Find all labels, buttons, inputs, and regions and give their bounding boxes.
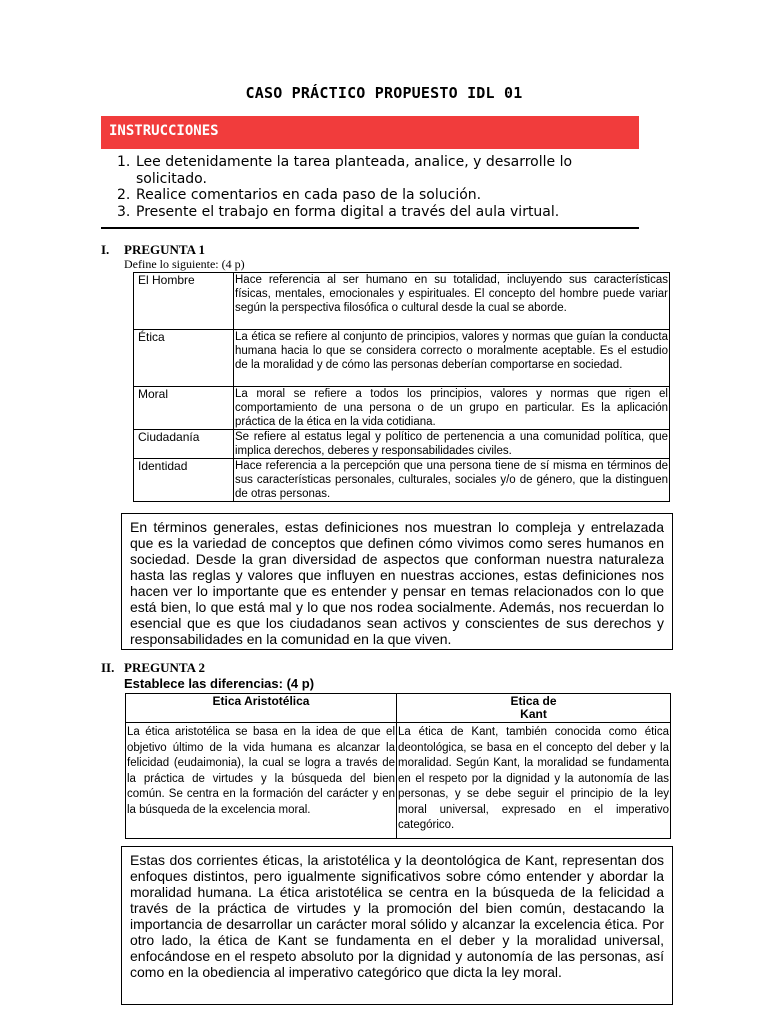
question-2-comment-box [121,846,673,1005]
question-1-subtitle: Define lo siguiente: (4 p) [124,257,245,271]
question-1-comment: En términos generales, estas definiciones nos muestran lo compleja y entrelazada que es la variedad de conceptos que definen cómo vivimos como seres humanos en sociedad. Desde la gran diversidad de aspectos que conforman nuestra naturaleza hasta las reglas y valores que influyen en nuestras acciones, estas definiciones nos hacen ver lo importante que es entender y pensar en temas relacionados con lo que está bien, lo que está mal y lo que nos rodea socialmente. Además, nos recuerdan lo esencial que es que los ciudadanos sean activos y conscientes de sus derechos y responsabilidades en la comunidad en la que viven. [130,519,664,647]
question-1-title: PREGUNTA 1 [124,242,206,257]
instruction-text: Realice comentarios en cada paso de la solución. [136,187,482,203]
question-1-comment-box [121,513,673,650]
question-1-number: I. [101,242,110,257]
term-cell: El Hombre [134,273,234,330]
table-row [134,273,670,330]
question-2-subtitle: Establece las diferencias: (4 p) [124,676,315,691]
table-row [134,387,670,430]
instructions-header: INSTRUCCIONES [101,116,639,149]
term-cell: Ética [134,330,234,387]
table-row [126,723,671,839]
comparison-table [125,693,671,839]
term-cell: Identidad [134,459,234,502]
instruction-number: 2. [117,187,131,203]
question-2-title: PREGUNTA 2 [124,660,206,675]
table-row [134,459,670,502]
instruction-item [117,154,597,187]
definition-cell: La ética se refiere al conjunto de principios, valores y normas que guían la conducta humana hacia lo que se considera correcto o moralmente aceptable. Es el estudio de la moralidad y de cómo las personas deberían comportarse en sociedad. [234,330,670,387]
page-title: CASO PRÁCTICO PROPUESTO IDL 01 [245,84,523,102]
section-divider [101,227,639,229]
column-header-kant: Etica de Kant [397,694,671,723]
table-row [134,430,670,459]
definition-cell: Hace referencia al ser humano en su totalidad, incluyendo sus características físicas, mentales, emocionales y espirituales. El concepto del hombre puede variar según la perspectiva filosófica o cultural desde la cual se aborde. [234,273,670,330]
instruction-text: Lee detenidamente la tarea planteada, analice, y desarrolle lo solicitado. [136,154,573,187]
instruction-text: Presente el trabajo en forma digital a través del aula virtual. [136,203,560,220]
column-header-aristotelian: Etica Aristotélica [126,694,397,723]
definition-cell: Hace referencia a la percepción que una persona tiene de sí misma en términos de sus características personales, culturales, sociales y/o de género, que la distinguen de otras personas. [235,460,668,500]
definition-cell: La moral se refiere a todos los principios, valores y normas que rigen el comportamiento de una persona o de un grupo en particular. Es la aplicación práctica de la ética en la vida cotidiana. [235,388,668,428]
instruction-number: 3. [117,203,131,220]
definition-cell: Se refiere al estatus legal y político de pertenencia a una comunidad política, que implica derechos, deberes y responsabilidades civiles. [235,431,668,457]
instructions-list [117,154,597,220]
instruction-item [117,187,597,204]
question-2-comment: Estas dos corrientes éticas, la aristotélica y la deontológica de Kant, representan dos enfoques distintos, pero igualmente significativos sobre cómo entender y abordar la moralidad humana. La ética aristotélica se centra en la búsqueda de la felicidad a través de la práctica de virtudes y la promoción del bien común, destacando la importancia de desarrollar un carácter moral sólido y alcanzar la excelencia ética. Por otro lado, la ética de Kant se fundamenta en el deber y la moralidad universal, enfocándose en el respeto absoluto por la dignidad y autonomía de las personas, así como en la obediencia al imperativo categórico que dicta la ley moral. [130,852,664,980]
instruction-item [117,204,597,221]
term-cell: Moral [134,387,234,430]
question-2-number: II. [101,660,115,675]
definitions-table [133,272,670,502]
term-cell: Ciudadanía [134,430,234,459]
instruction-number: 1. [117,154,131,170]
kantian-ethics-cell: La ética de Kant, también conocida como ética deontológica, se basa en el concepto del deber y la moralidad. Según Kant, la moralidad se fundamenta en el respeto por la dignidad y la autonomía de las personas, y se debe seguir el principio de la ley moral universal, expresado en el imperativo categórico. [397,723,671,839]
table-row [134,330,670,387]
aristotelian-ethics-cell: La ética aristotélica se basa en la idea de que el objetivo último de la vida humana es alcanzar la felicidad (eudaimonia), la cual se logra a través de la práctica de virtudes y la búsqueda del bien común. Se centra en la formación del carácter y en la búsqueda de la excelencia moral. [126,723,397,839]
table-header-row [126,694,671,723]
